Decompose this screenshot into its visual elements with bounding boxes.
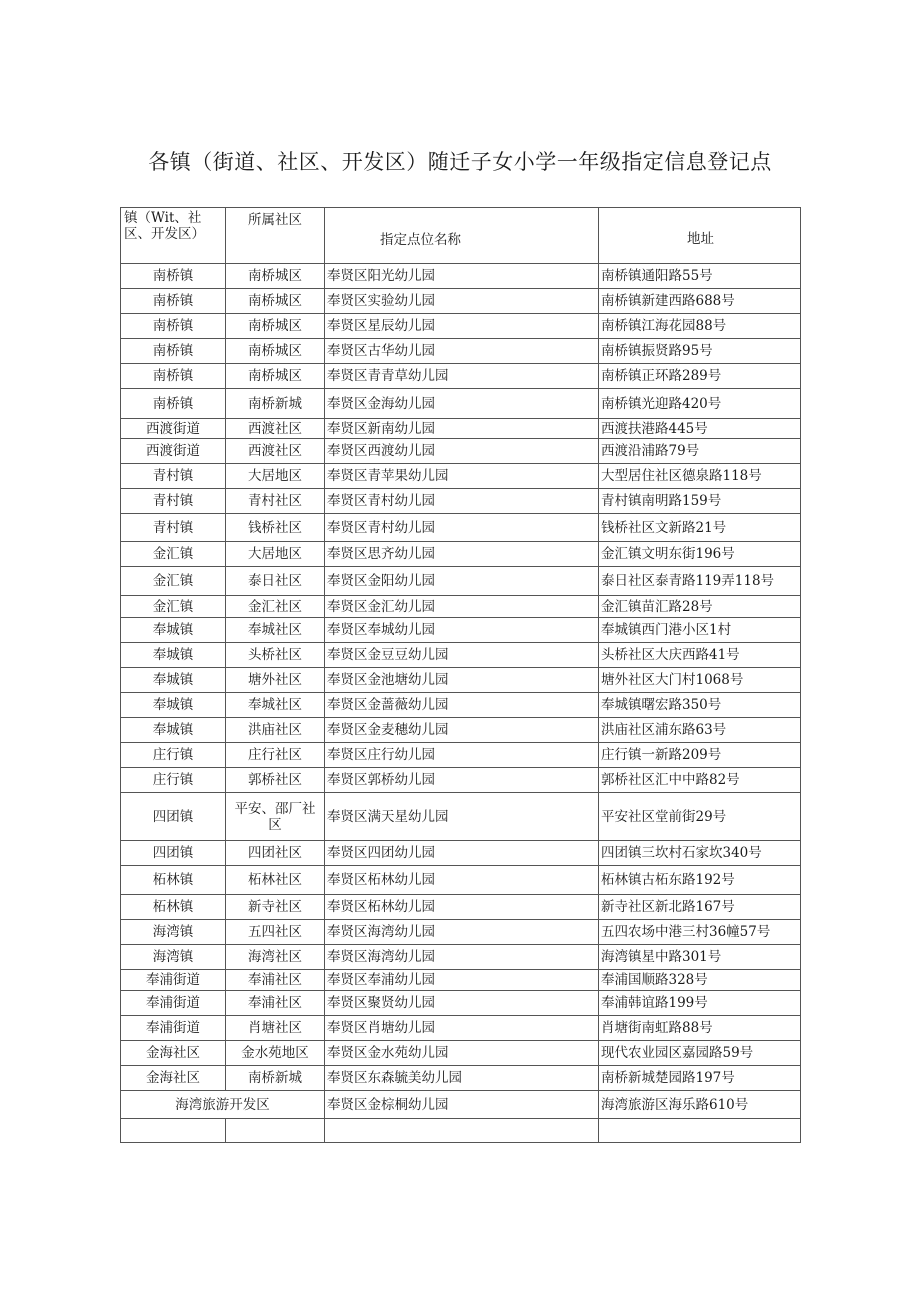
- table-row: [121, 489, 801, 514]
- cell-town: 金海社区: [121, 1041, 226, 1066]
- cell-town: 南桥镇: [121, 364, 226, 389]
- cell-address: 金汇镇苗汇路28号: [599, 596, 801, 618]
- cell-address: 南桥镇新建西路688号: [599, 289, 801, 314]
- table-row: [121, 743, 801, 768]
- cell-address: 南桥镇正环路289号: [599, 364, 801, 389]
- table-row: [121, 439, 801, 464]
- header-site-name: 指定点位名称: [325, 208, 599, 264]
- table-row: [121, 841, 801, 866]
- cell-town: 西渡街道: [121, 439, 226, 464]
- cell-address: 大型居住社区德泉路118号: [599, 464, 801, 489]
- cell-community: 钱桥社区: [226, 514, 325, 542]
- cell-community: 海湾社区: [226, 945, 325, 970]
- cell-address: 奉城镇西门港小区1村: [599, 618, 801, 643]
- cell-site-name: 奉贤区奉城幼儿园: [325, 618, 599, 643]
- cell-town: 四团镇: [121, 841, 226, 866]
- cell-empty: [325, 1119, 599, 1143]
- cell-empty: [599, 1119, 801, 1143]
- cell-town: 南桥镇: [121, 264, 226, 289]
- cell-address: 平安社区堂前街29号: [599, 793, 801, 841]
- cell-community: 洪庙社区: [226, 718, 325, 743]
- cell-address: 庄行镇一新路209号: [599, 743, 801, 768]
- cell-community: 庄行社区: [226, 743, 325, 768]
- cell-community: 青村社区: [226, 489, 325, 514]
- cell-town: 海湾镇: [121, 920, 226, 945]
- cell-town: 青村镇: [121, 464, 226, 489]
- cell-town: 奉浦街道: [121, 970, 226, 991]
- cell-town: 青村镇: [121, 489, 226, 514]
- table-body: [121, 264, 801, 1143]
- cell-community: 平安、邵厂社区: [226, 793, 325, 841]
- cell-community: 西渡社区: [226, 439, 325, 464]
- table-row: [121, 339, 801, 364]
- cell-site-name: 奉贤区聚贤幼儿园: [325, 991, 599, 1016]
- cell-town: 庄行镇: [121, 768, 226, 793]
- cell-town: 青村镇: [121, 514, 226, 542]
- table-row: [121, 970, 801, 991]
- cell-address: 现代农业园区嘉园路59号: [599, 1041, 801, 1066]
- cell-empty: [226, 1119, 325, 1143]
- table-row: [121, 389, 801, 419]
- cell-town: 奉城镇: [121, 718, 226, 743]
- table-row: [121, 364, 801, 389]
- cell-site-name: 奉贤区金麦穗幼儿园: [325, 718, 599, 743]
- cell-town: 奉浦街道: [121, 991, 226, 1016]
- table-row: [121, 693, 801, 718]
- cell-site-name: 奉贤区东森毓美幼儿园: [325, 1066, 599, 1091]
- cell-town: 柘林镇: [121, 895, 226, 920]
- cell-community: 奉城社区: [226, 693, 325, 718]
- cell-town: 金海社区: [121, 1066, 226, 1091]
- cell-site-name: 奉贤区星辰幼儿园: [325, 314, 599, 339]
- cell-community: 头桥社区: [226, 643, 325, 668]
- cell-town: 奉城镇: [121, 643, 226, 668]
- header-address: 地址: [599, 208, 801, 264]
- table-row: [121, 264, 801, 289]
- table-row: [121, 1066, 801, 1091]
- cell-community: 南桥新城: [226, 1066, 325, 1091]
- cell-site-name: 奉贤区海湾幼儿园: [325, 920, 599, 945]
- registration-table: [120, 207, 801, 1143]
- table-row: [121, 542, 801, 567]
- cell-town: 金汇镇: [121, 567, 226, 596]
- cell-address: 西渡扶港路445号: [599, 419, 801, 439]
- cell-community: 肖塘社区: [226, 1016, 325, 1041]
- cell-site-name: 奉贤区郭桥幼儿园: [325, 768, 599, 793]
- cell-community: 柘林社区: [226, 866, 325, 895]
- cell-site-name: 奉贤区金豆豆幼儿园: [325, 643, 599, 668]
- cell-empty: [121, 1119, 226, 1143]
- cell-town: 南桥镇: [121, 339, 226, 364]
- cell-address: 洪庙社区浦东路63号: [599, 718, 801, 743]
- cell-town-merged: 海湾旅游开发区: [121, 1091, 325, 1119]
- table-row: [121, 1041, 801, 1066]
- cell-site-name: 奉贤区实验幼儿园: [325, 289, 599, 314]
- cell-site-name: 奉贤区金池塘幼儿园: [325, 668, 599, 693]
- table-row: [121, 464, 801, 489]
- cell-town: 南桥镇: [121, 389, 226, 419]
- cell-town: 奉城镇: [121, 618, 226, 643]
- cell-site-name: 奉贤区奉浦幼儿园: [325, 970, 599, 991]
- cell-town: 奉城镇: [121, 668, 226, 693]
- table-row: [121, 991, 801, 1016]
- header-community: 所属社区: [226, 208, 325, 264]
- header-town: 镇（Wit、社区、开发区）: [121, 208, 226, 264]
- table-row: [121, 314, 801, 339]
- cell-town: 金汇镇: [121, 542, 226, 567]
- cell-address: 泰日社区泰青路119弄118号: [599, 567, 801, 596]
- cell-community: 南桥城区: [226, 314, 325, 339]
- cell-town: 金汇镇: [121, 596, 226, 618]
- table-row: [121, 866, 801, 895]
- cell-community: 四团社区: [226, 841, 325, 866]
- cell-site-name: 奉贤区新南幼儿园: [325, 419, 599, 439]
- cell-address: 柘林镇古柘东路192号: [599, 866, 801, 895]
- cell-community: 大居地区: [226, 464, 325, 489]
- table-row: [121, 945, 801, 970]
- table-row: [121, 718, 801, 743]
- cell-address: 塘外社区大门村1068号: [599, 668, 801, 693]
- cell-site-name: 奉贤区庄行幼儿园: [325, 743, 599, 768]
- cell-town: 奉浦街道: [121, 1016, 226, 1041]
- cell-address: 四团镇三坎村石家坎340号: [599, 841, 801, 866]
- cell-site-name: 奉贤区古华幼儿园: [325, 339, 599, 364]
- cell-community: 南桥城区: [226, 289, 325, 314]
- cell-community: 五四社区: [226, 920, 325, 945]
- cell-address: 郭桥社区汇中中路82号: [599, 768, 801, 793]
- cell-address: 南桥新城楚园路197号: [599, 1066, 801, 1091]
- cell-site-name: 奉贤区柘林幼儿园: [325, 895, 599, 920]
- cell-community: 金汇社区: [226, 596, 325, 618]
- cell-site-name: 奉贤区青青草幼儿园: [325, 364, 599, 389]
- table-row: [121, 419, 801, 439]
- cell-town: 四团镇: [121, 793, 226, 841]
- cell-community: 南桥城区: [226, 339, 325, 364]
- cell-site-name: 奉贤区金汇幼儿园: [325, 596, 599, 618]
- cell-community: 大居地区: [226, 542, 325, 567]
- table-row: [121, 793, 801, 841]
- cell-site-name: 奉贤区思齐幼儿园: [325, 542, 599, 567]
- table-row-empty: [121, 1119, 801, 1143]
- cell-community: 西渡社区: [226, 419, 325, 439]
- cell-site-name: 奉贤区金棕桐幼儿园: [325, 1091, 599, 1119]
- cell-site-name: 奉贤区金水苑幼儿园: [325, 1041, 599, 1066]
- cell-address: 南桥镇江海花园88号: [599, 314, 801, 339]
- table-row: [121, 920, 801, 945]
- cell-site-name: 奉贤区金阳幼儿园: [325, 567, 599, 596]
- cell-address: 南桥镇光迎路420号: [599, 389, 801, 419]
- cell-community: 新寺社区: [226, 895, 325, 920]
- cell-address: 五四农场中港三村36幢57号: [599, 920, 801, 945]
- table-row: [121, 768, 801, 793]
- cell-town: 奉城镇: [121, 693, 226, 718]
- cell-address: 海湾旅游区海乐路610号: [599, 1091, 801, 1119]
- table-row: [121, 895, 801, 920]
- cell-town: 庄行镇: [121, 743, 226, 768]
- table-row: [121, 618, 801, 643]
- cell-address: 新寺社区新北路167号: [599, 895, 801, 920]
- cell-address: 青村镇南明路159号: [599, 489, 801, 514]
- cell-community: 郭桥社区: [226, 768, 325, 793]
- document-title: 各镇（街道、社区、开发区）随迁子女小学一年级指定信息登记点: [148, 150, 772, 174]
- cell-site-name: 奉贤区肖塘幼儿园: [325, 1016, 599, 1041]
- cell-site-name: 奉贤区柘林幼儿园: [325, 866, 599, 895]
- cell-site-name: 奉贤区西渡幼儿园: [325, 439, 599, 464]
- cell-site-name: 奉贤区青苹果幼儿园: [325, 464, 599, 489]
- cell-community: 泰日社区: [226, 567, 325, 596]
- cell-community: 南桥新城: [226, 389, 325, 419]
- table-row: [121, 1091, 801, 1119]
- cell-town: 柘林镇: [121, 866, 226, 895]
- cell-site-name: 奉贤区金蔷薇幼儿园: [325, 693, 599, 718]
- cell-site-name: 奉贤区海湾幼儿园: [325, 945, 599, 970]
- cell-address: 肖塘街南虹路88号: [599, 1016, 801, 1041]
- cell-address: 奉浦韩谊路199号: [599, 991, 801, 1016]
- cell-address: 金汇镇文明东街196号: [599, 542, 801, 567]
- cell-community: 金水苑地区: [226, 1041, 325, 1066]
- cell-community: 南桥城区: [226, 364, 325, 389]
- table-row: [121, 289, 801, 314]
- cell-site-name: 奉贤区青村幼儿园: [325, 514, 599, 542]
- cell-town: 海湾镇: [121, 945, 226, 970]
- cell-address: 头桥社区大庆西路41号: [599, 643, 801, 668]
- cell-address: 西渡沿浦路79号: [599, 439, 801, 464]
- cell-site-name: 奉贤区金海幼儿园: [325, 389, 599, 419]
- cell-community: 塘外社区: [226, 668, 325, 693]
- cell-site-name: 奉贤区四团幼儿园: [325, 841, 599, 866]
- cell-address: 南桥镇通阳路55号: [599, 264, 801, 289]
- table-row: [121, 668, 801, 693]
- cell-site-name: 奉贤区满天星幼儿园: [325, 793, 599, 841]
- cell-community: 南桥城区: [226, 264, 325, 289]
- table-row: [121, 567, 801, 596]
- table-row: [121, 643, 801, 668]
- cell-address: 奉城镇曙宏路350号: [599, 693, 801, 718]
- cell-address: 南桥镇振贤路95号: [599, 339, 801, 364]
- cell-site-name: 奉贤区青村幼儿园: [325, 489, 599, 514]
- table-row: [121, 514, 801, 542]
- cell-community: 奉浦社区: [226, 991, 325, 1016]
- cell-community: 奉浦社区: [226, 970, 325, 991]
- cell-town: 南桥镇: [121, 289, 226, 314]
- cell-address: 钱桥社区文新路21号: [599, 514, 801, 542]
- cell-town: 西渡街道: [121, 419, 226, 439]
- cell-town: 南桥镇: [121, 314, 226, 339]
- table-row: [121, 1016, 801, 1041]
- cell-site-name: 奉贤区阳光幼儿园: [325, 264, 599, 289]
- cell-address: 奉浦国顺路328号: [599, 970, 801, 991]
- table-header-row: [121, 208, 801, 264]
- table-row: [121, 596, 801, 618]
- cell-community: 奉城社区: [226, 618, 325, 643]
- cell-address: 海湾镇星中路301号: [599, 945, 801, 970]
